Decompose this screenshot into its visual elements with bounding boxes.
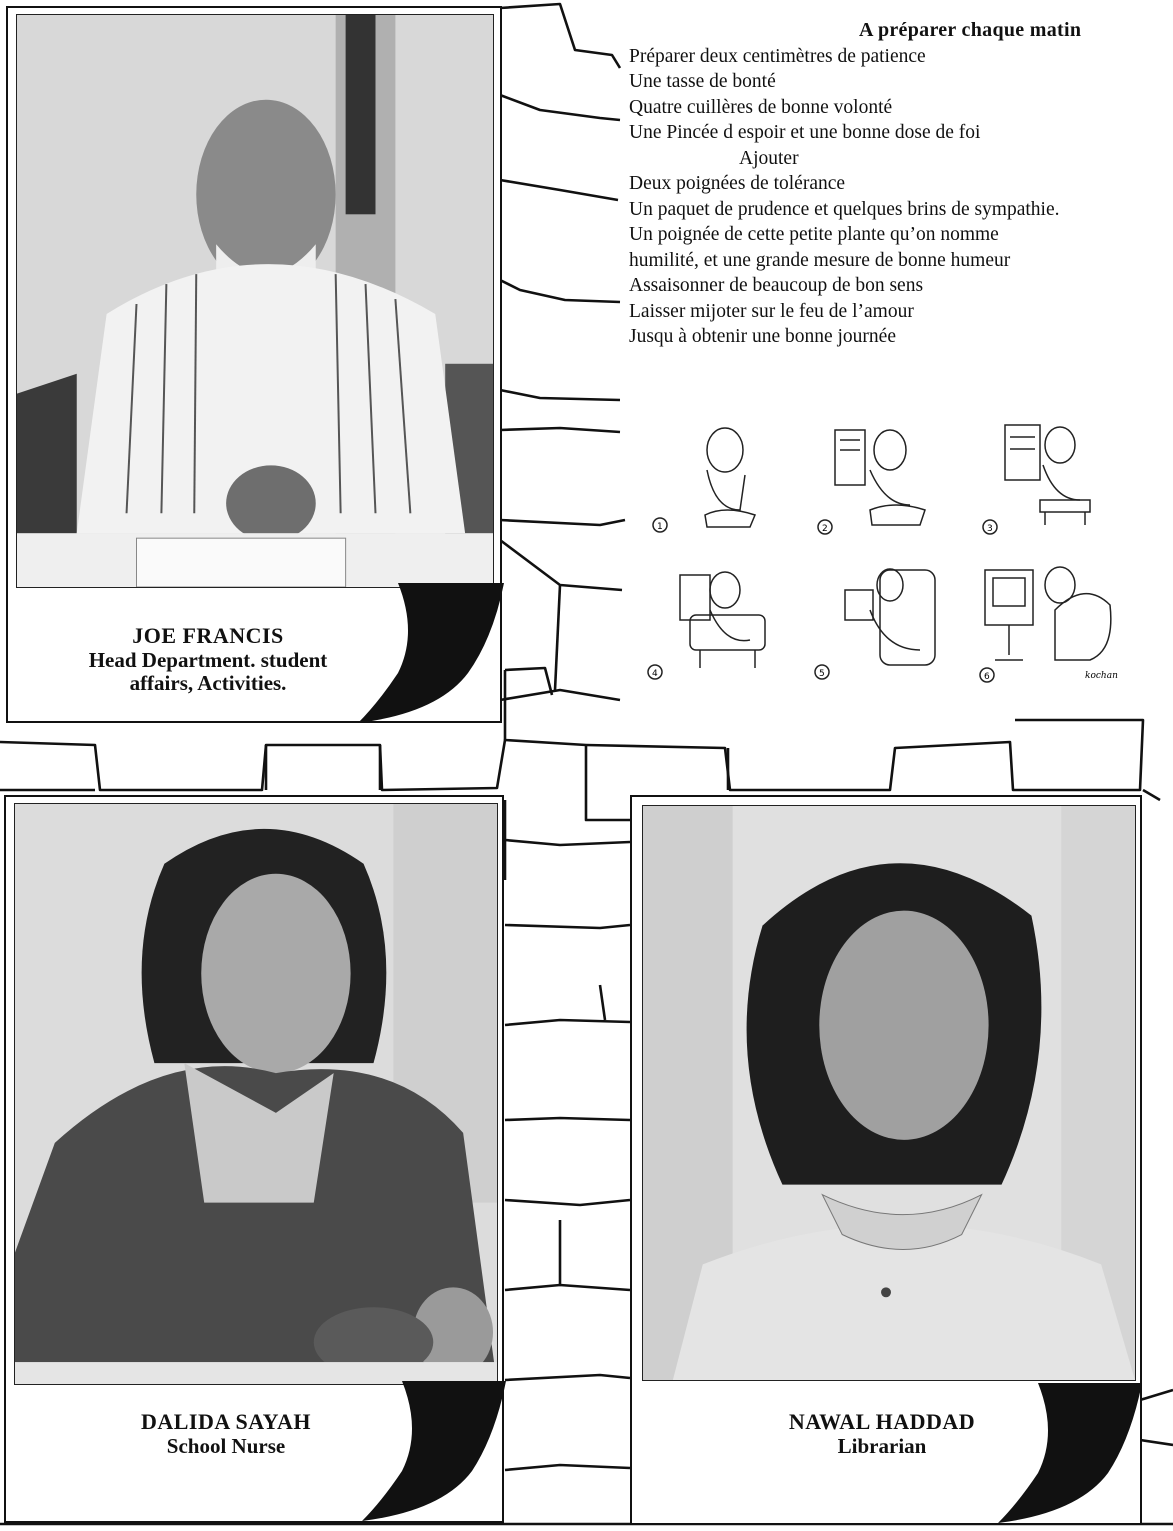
nawal-haddad-caption <box>732 1410 1032 1458</box>
joe-francis-caption <box>28 624 388 696</box>
staff-role: affairs, Activities. <box>129 671 287 696</box>
artist-signature: kochan <box>1085 671 1118 681</box>
poem-line: Deux poignées de tolérance <box>629 173 846 194</box>
comic-panel <box>810 415 960 540</box>
panel-number: 4 <box>652 669 658 679</box>
portrait-photo <box>14 803 498 1385</box>
staff-card-dalida-sayah <box>4 795 504 1523</box>
panel-number: 6 <box>984 672 990 682</box>
comic-panel <box>975 415 1125 540</box>
panel-number: 5 <box>819 669 825 679</box>
page-curl-decoration <box>362 1381 506 1523</box>
staff-role: Librarian <box>837 1433 927 1458</box>
page-curl-decoration <box>358 583 504 725</box>
panel-number: 2 <box>822 524 828 534</box>
comic-panel <box>645 415 795 540</box>
poem-title: A préparer chaque matin <box>859 19 1082 41</box>
comic-panel <box>975 560 1125 685</box>
poem-line: Ajouter <box>739 147 799 169</box>
staff-name: DALIDA SAYAH <box>140 1409 312 1434</box>
poem-line: Laisser mijoter sur le feu de l’amour <box>629 300 914 322</box>
panel-number: 3 <box>987 524 993 534</box>
poem-line: Jusqu à obtenir une bonne journée <box>629 326 896 347</box>
poem-text-block <box>629 18 1169 350</box>
staff-name: NAWAL HADDAD <box>788 1409 976 1434</box>
comic-strip <box>645 415 1130 690</box>
dalida-sayah-caption <box>76 1410 376 1458</box>
staff-role: Head Department. student <box>88 647 328 672</box>
poem-line: Une Pincée d espoir et une bonne dose de foi <box>629 122 981 143</box>
staff-card-nawal-haddad <box>630 795 1142 1525</box>
staff-card-joe-francis <box>6 6 502 723</box>
poem-line: Une tasse de bonté <box>629 71 776 92</box>
poem-line: Un paquet de prudence et quelques brins de sympathie. <box>629 198 1060 220</box>
portrait-photo <box>642 805 1136 1381</box>
comic-panel <box>810 560 960 685</box>
staff-role: School Nurse <box>166 1433 286 1458</box>
comic-panel <box>645 560 795 685</box>
poem-line: Quatre cuillères de bonne volonté <box>629 96 893 118</box>
poem-line: Préparer deux centimètres de patience <box>629 45 926 67</box>
portrait-photo <box>16 14 494 588</box>
poem-line: Assaisonner de beaucoup de bon sens <box>629 275 924 296</box>
panel-number: 1 <box>657 522 663 532</box>
staff-name: JOE FRANCIS <box>132 623 284 648</box>
poem-line: humilité, et une grande mesure de bonne humeur <box>629 249 1011 271</box>
page-curl-decoration <box>998 1383 1142 1525</box>
poem-line: Un poignée de cette petite plante qu’on nomme <box>629 224 999 245</box>
